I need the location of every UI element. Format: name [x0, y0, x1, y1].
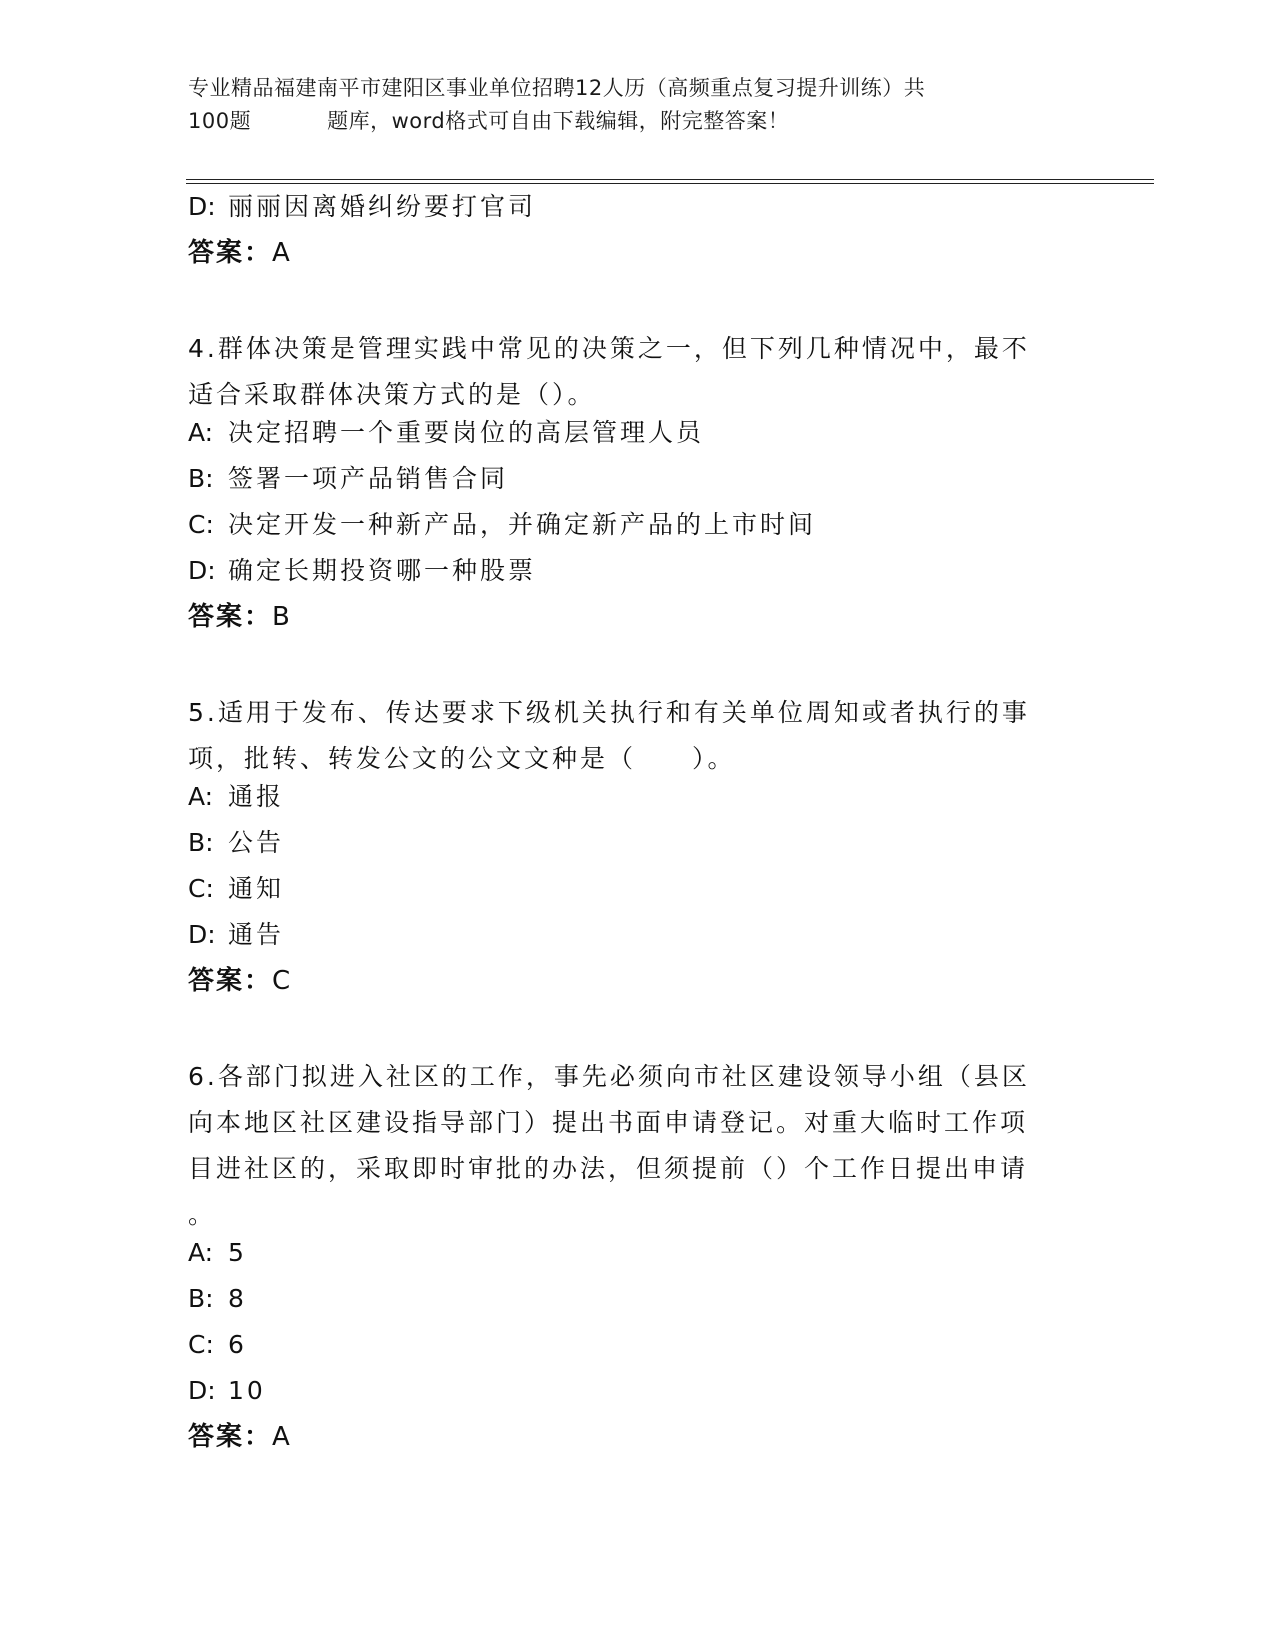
option-c: C: 通知 — [188, 874, 285, 903]
document-header — [188, 72, 1068, 138]
option-a: A: 通报 — [188, 782, 285, 811]
header-divider-bottom — [186, 183, 1154, 184]
question-block-5 — [188, 690, 1068, 1012]
question-block-3 — [188, 192, 1068, 284]
header-count: 100题 — [188, 109, 252, 133]
option-a: A: 决定招聘一个重要岗位的高层管理人员 — [188, 418, 705, 447]
question-block-4 — [188, 326, 1068, 648]
option-c: C: 决定开发一种新产品，并确定新产品的上市时间 — [188, 510, 817, 539]
question-stem: 5.适用于发布、传达要求下级机关执行和有关单位周知或者执行的事 项，批转、转发公文的公文文种是（ ）。 — [188, 698, 1030, 773]
answer-line: 答案：A — [188, 1422, 290, 1452]
option-d: D: 通告 — [188, 920, 285, 949]
answer-line: 答案：A — [188, 238, 290, 268]
header-description: 题库，word格式可自由下载编辑，附完整答案！ — [327, 109, 790, 133]
question-list — [188, 192, 1068, 1468]
option-b: B: 签署一项产品销售合同 — [188, 464, 509, 493]
answer-line: 答案：B — [188, 602, 290, 632]
option-d: D: 丽丽因离婚纠纷要打官司 — [188, 192, 537, 221]
question-stem: 6.各部门拟进入社区的工作，事先必须向市社区建设领导小组（县区 向本地区社区建设指导部门）提出书面申请登记。对重大临时工作项 目进社区的，采取即时审批的办法，但须提前（）个工作日提出申请 。 — [188, 1062, 1030, 1229]
header-line-1: 专业精品福建南平市建阳区事业单位招聘12人历（高频重点复习提升训练）共 — [188, 76, 926, 100]
option-b: B: 公告 — [188, 828, 285, 857]
option-d: D: 确定长期投资哪一种股票 — [188, 556, 537, 585]
header-divider-top — [186, 179, 1154, 180]
question-block-6 — [188, 1054, 1068, 1468]
option-c: C: 6 — [188, 1330, 247, 1359]
option-b: B: 8 — [188, 1284, 247, 1313]
answer-line: 答案：C — [188, 966, 291, 996]
option-a: A: 5 — [188, 1238, 247, 1267]
question-stem: 4.群体决策是管理实践中常见的决策之一，但下列几种情况中，最不 适合采取群体决策方式的是（）。 — [188, 334, 1030, 409]
option-d: D: 10 — [188, 1376, 266, 1405]
header-line-2 — [188, 105, 1068, 138]
